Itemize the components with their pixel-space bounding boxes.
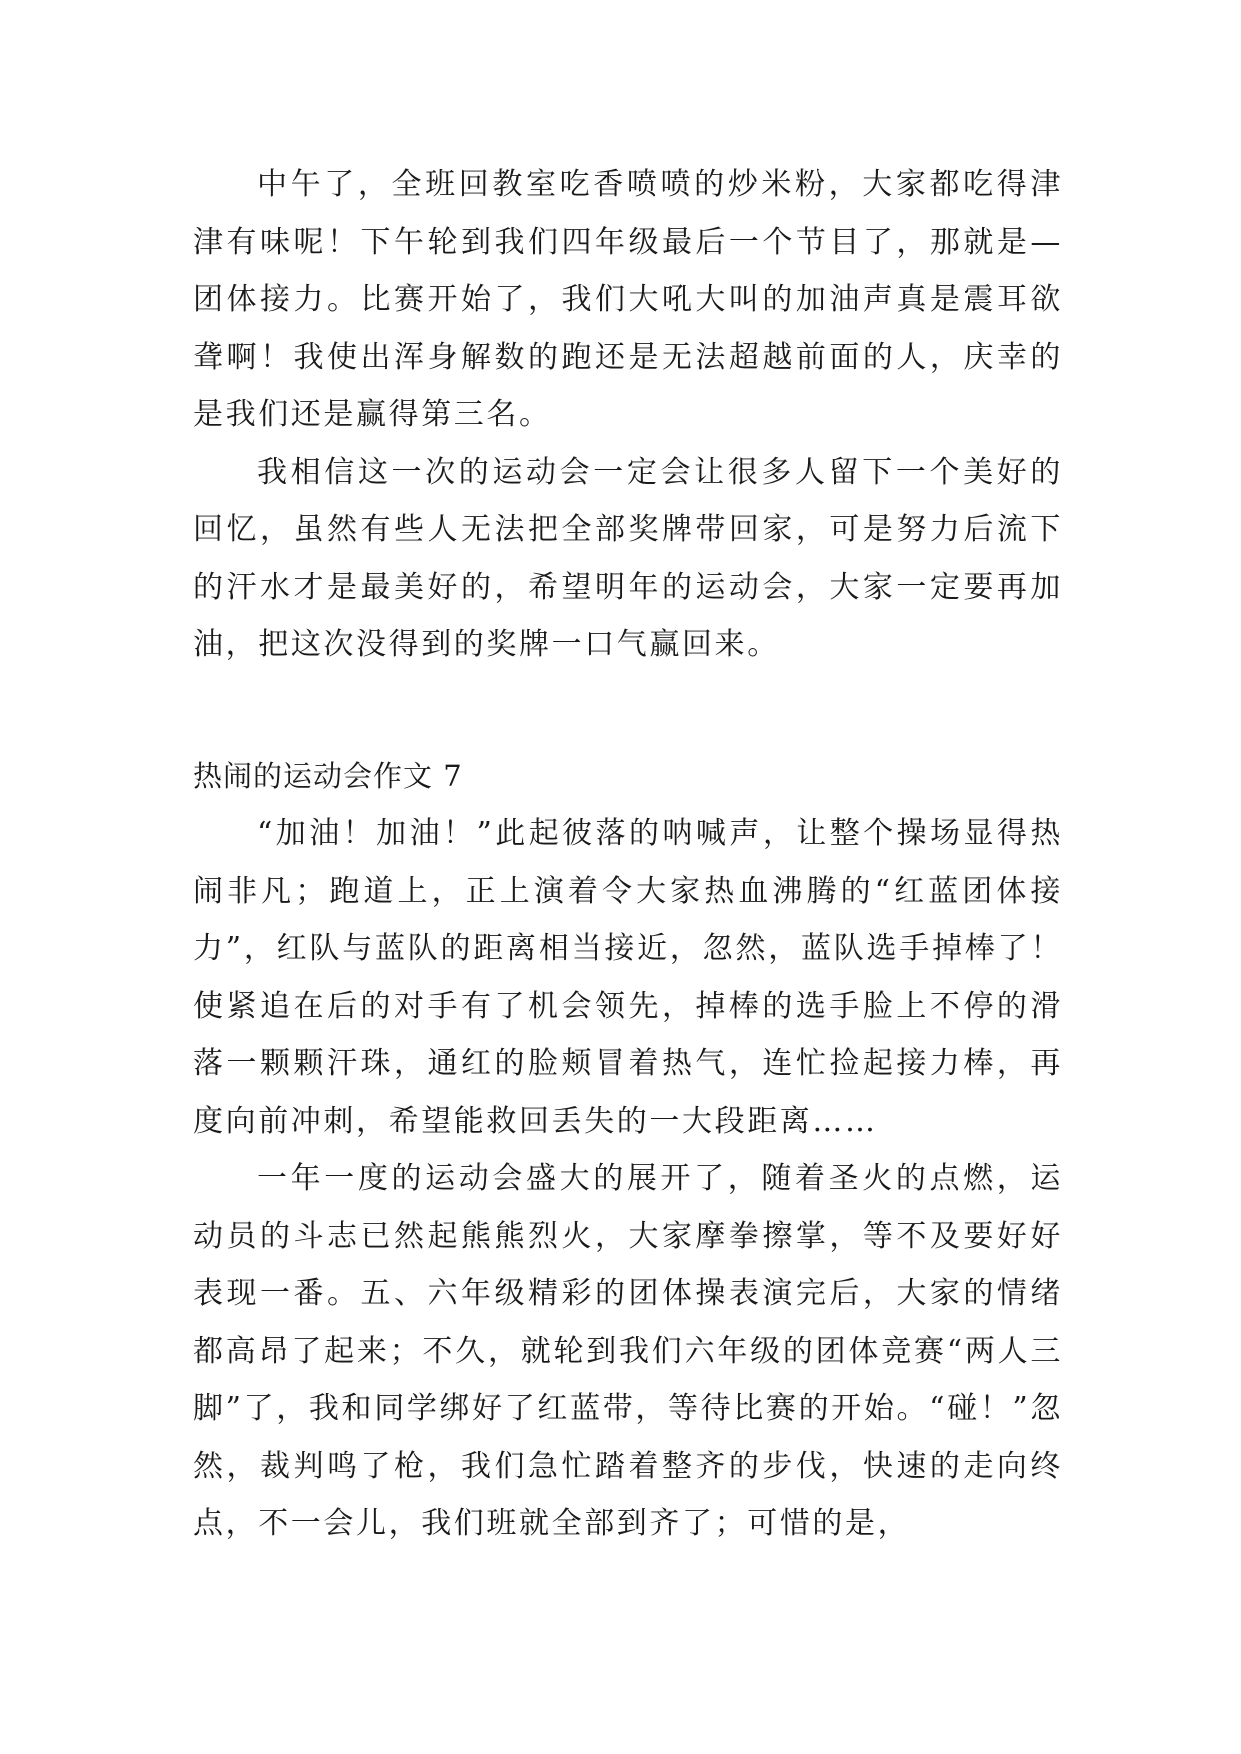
paragraph-cheering-relay: “加油！加油！”此起彼落的呐喊声，让整个操场显得热闹非凡；跑道上，正上演着令大家热血沸腾的“红蓝团体接力”，红队与蓝队的距离相当接近，忽然，蓝队选手掉棒了！使紧追在后的对手有了机会领先，掉棒的选手脸上不停的滑落一颗颗汗珠，通红的脸颊冒着热气，连忙捡起接力棒，再度向前冲刺，希望能救回丢失的一大段距离…… [193,816,1063,1139]
paragraph-memories: 我相信这一次的运动会一定会让很多人留下一个美好的回忆，虽然有些人无法把全部奖牌带回家，可是努力后流下的汗水才是最美好的，希望明年的运动会，大家一定要再加油，把这次没得到的奖牌一口气赢回来。 [193,454,1063,662]
paragraph-three-legged-race: 一年一度的运动会盛大的展开了，随着圣火的点燃，运动员的斗志已然起熊熊烈火，大家摩拳擦掌，等不及要好好表现一番。五、六年级精彩的团体操表演完后，大家的情绪都高昂了起来；不久，就轮到我们六年级的团体竞赛“两人三脚”了，我和同学绑好了红蓝带，等待比赛的开始。“碰！”忽然，裁判鸣了枪，我们急忙踏着整齐的步伐，快速的走向终点，不一会儿，我们班就全部到齐了；可惜的是， [193,1161,1063,1541]
section-spacer [193,674,1063,748]
section-title: 热闹的运动会作文 7 [193,758,463,793]
document-body [193,156,1063,1553]
paragraph-lunch-relay: 中午了，全班回教室吃香喷喷的炒米粉，大家都吃得津津有味呢！下午轮到我们四年级最后一个节目了，那就是—团体接力。比赛开始了，我们大吼大叫的加油声真是震耳欲聋啊！我使出浑身解数的跑还是无法超越前面的人，庆幸的是我们还是赢得第三名。 [193,167,1063,432]
